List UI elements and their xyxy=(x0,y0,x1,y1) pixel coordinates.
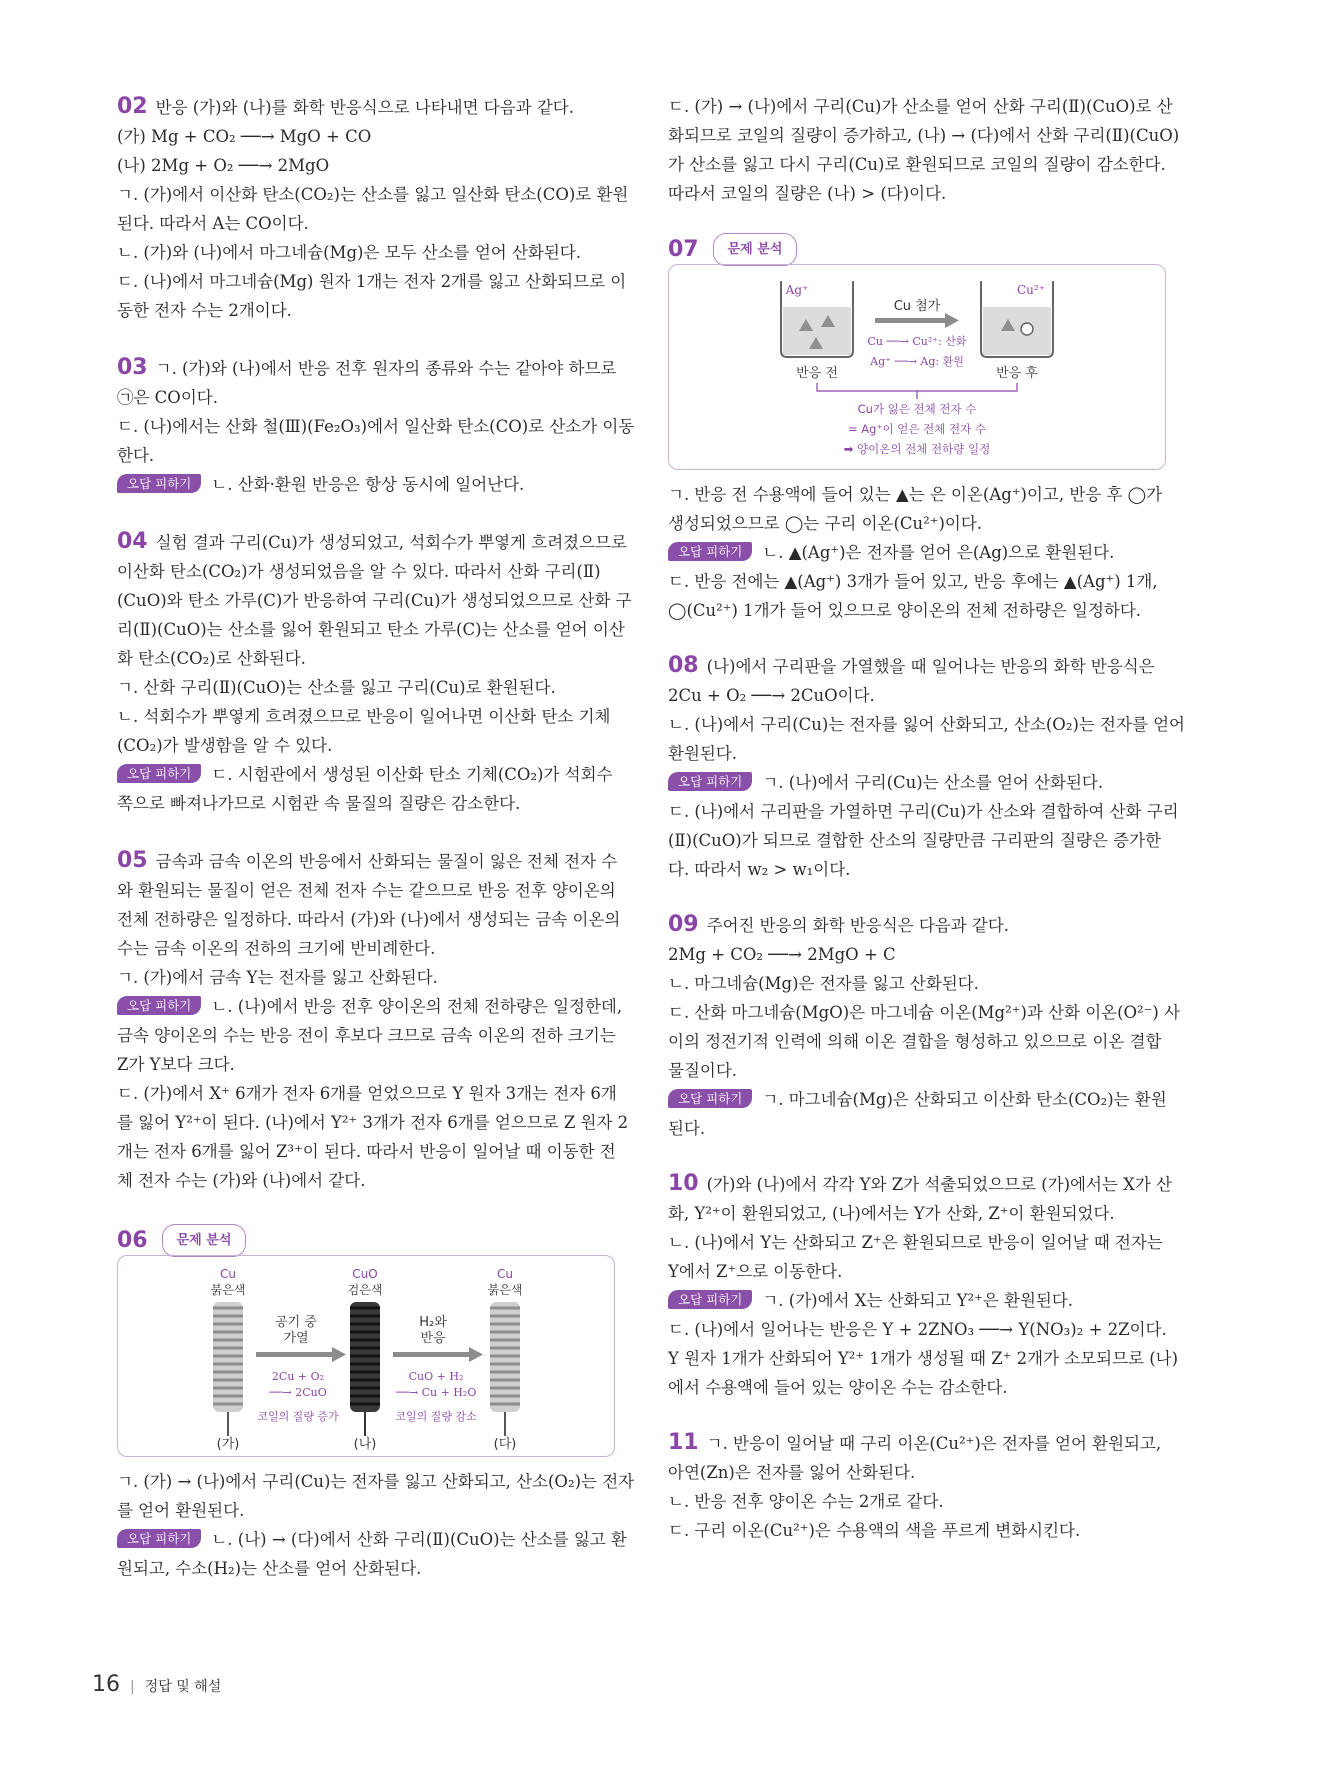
coil3-label: (다) xyxy=(493,1437,517,1452)
text-line: ㄴ. (나)에서 구리(Cu)는 전자를 잃어 산화되고, 산소(O₂)는 전자를 얻어 xyxy=(668,715,1186,734)
tip-text: ㄱ. 마그네슘(Mg)은 산화되고 이산화 탄소(CO₂)는 환원 xyxy=(762,1090,1167,1109)
arrow1-condition-1: 공기 중 xyxy=(275,1315,317,1330)
charge-note-2: = Ag⁺이 얻은 전체 전자 수 xyxy=(847,422,987,436)
question-number: 02 xyxy=(117,94,148,119)
text-line: ㄱ. (가)에서 금속 Y는 전자를 잃고 산화된다. xyxy=(117,968,438,987)
wrong-answer-tip-badge: 오답 피하기 xyxy=(668,1290,752,1309)
question-number: 03 xyxy=(117,355,148,380)
text-line: 개는 전자 6개를 잃어 Z³⁺이 된다. 따라서 반응이 일어날 때 이동한 전 xyxy=(117,1142,616,1161)
page-number: 16 xyxy=(92,1672,120,1697)
text-line: ㄱ. (가)에서 이산화 탄소(CO₂)는 산소를 잃고 일산화 탄소(CO)로 환원 xyxy=(117,185,629,204)
question-number: 09 xyxy=(668,912,699,937)
problem-analysis-tag: 문제 분석 xyxy=(162,1224,247,1257)
text-line: 와 환원되는 물질이 얻은 전체 전자 수는 같으므로 반응 전후 양이온의 xyxy=(117,881,616,900)
equation-line: 2Cu + O₂ ──→ 2CuO이다. xyxy=(668,686,875,705)
coil-diagram-box xyxy=(117,1255,615,1457)
equation-line: 2Mg + CO₂ ──→ 2MgO + C xyxy=(668,945,896,964)
arrow-right-icon xyxy=(256,1347,346,1362)
question-number: 10 xyxy=(668,1171,699,1196)
text-line: (Ⅱ)(CuO)가 되므로 결합한 산소의 질량만큼 구리판의 질량은 증가한 xyxy=(668,831,1161,850)
copper-oxide-coil xyxy=(350,1302,380,1436)
question-number: 07 xyxy=(668,236,699,262)
text-line: ㄷ. (나)에서는 산화 철(Ⅲ)(Fe₂O₃)에서 일산화 탄소(CO)로 산소가 이동 xyxy=(117,417,635,436)
text-line: 리(Ⅱ)(CuO)는 산소를 잃어 환원되고 탄소 가루(C)는 산소를 얻어 이산 xyxy=(117,620,625,639)
text-line: ◯(Cu²⁺) 1개가 들어 있으므로 양이온의 전체 전하량은 일정하다. xyxy=(668,601,1142,620)
tip-text: 금속 양이온의 수는 반응 전이 후보다 크므로 금속 이온의 전하 크기는 xyxy=(117,1026,616,1045)
answer-11 xyxy=(668,1428,1166,1545)
arrow1-note: 코일의 질량 증가 xyxy=(257,1410,339,1423)
left-column xyxy=(117,92,635,1605)
answer-04 xyxy=(117,527,632,818)
text-line: ㄴ. 석회수가 뿌옇게 흐려졌으므로 반응이 일어나면 이산화 탄소 기체 xyxy=(117,707,611,726)
text-line: ㄷ. 반응 전에는 ▲(Ag⁺) 3개가 들어 있고, 반응 후에는 ▲(Ag⁺) 1개, xyxy=(668,572,1158,591)
after-caption: 반응 후 xyxy=(996,366,1038,381)
text-line: (CuO)와 탄소 가루(C)가 반응하여 구리(Cu)가 생성되었으므로 산화 구 xyxy=(117,591,632,610)
coil3-formula: Cu xyxy=(497,1267,513,1281)
arrow2-equation-1: CuO + H₂ xyxy=(408,1370,464,1383)
text-line: 다. 따라서 w₂ > w₁이다. xyxy=(668,860,851,879)
text-line: Y에서 Z⁺으로 이동한다. xyxy=(668,1262,843,1281)
footer-separator: | xyxy=(130,1679,135,1695)
text-line: 가 산소를 잃고 다시 구리(Cu)로 환원되므로 코일의 질량이 감소한다. xyxy=(668,155,1166,174)
text-line: ㄱ. 반응 전 수용액에 들어 있는 ▲는 은 이온(Ag⁺)이고, 반응 후 ◯가 xyxy=(668,485,1163,504)
copper-ion-icon xyxy=(1021,323,1033,335)
text-line: 된다. 따라서 A는 CO이다. xyxy=(117,214,309,233)
arrow2-note: 코일의 질량 감소 xyxy=(395,1410,477,1423)
text-line: 화되므로 코일의 질량이 증가하고, (나) → (다)에서 산화 구리(Ⅱ)(CuO) xyxy=(668,126,1180,145)
text-line: ㄷ. (나)에서 일어나는 반응은 Y + 2ZNO₃ ──→ Y(NO₃)₂ + 2Z이다. xyxy=(668,1320,1167,1339)
charge-note-1: Cu가 잃은 전체 전자 수 xyxy=(857,402,977,416)
text-line: ㄷ. (가)에서 X⁺ 6개가 전자 6개를 얻었으므로 Y 원자 3개는 전자 6개 xyxy=(117,1084,617,1103)
tip-text: ㄱ. (나)에서 구리(Cu)는 산소를 얻어 산화된다. xyxy=(762,773,1104,792)
coil2-label: (나) xyxy=(353,1437,377,1452)
answer-06-continued xyxy=(668,92,1180,208)
text-line: 금속과 금속 이온의 반응에서 산화되는 물질이 잃은 전체 전자 수 xyxy=(155,852,618,871)
text-line: 한다. xyxy=(117,446,155,465)
answer-03 xyxy=(117,353,635,499)
arrow2-equation-2: ──→ Cu + H₂O xyxy=(395,1386,477,1399)
text-line: ㄷ. 산화 마그네슘(MgO)은 마그네슘 이온(Mg²⁺)과 산화 이온(O²⁻) 사 xyxy=(668,1003,1180,1022)
text-line: Y 원자 1개가 산화되어 Y²⁺ 1개가 생성될 때 Z⁺ 2개가 소모되므로 (나) xyxy=(668,1349,1179,1368)
tip-text: 된다. xyxy=(668,1119,706,1138)
text-line: ㄷ. 구리 이온(Cu²⁺)은 수용액의 색을 푸르게 변화시킨다. xyxy=(668,1521,1081,1540)
arrow1-equation-2: ──→ 2CuO xyxy=(269,1386,327,1399)
oxidation-equation: Cu ──→ Cu²⁺: 산화 xyxy=(867,335,967,348)
wrong-answer-tip-badge: 오답 피하기 xyxy=(117,764,201,783)
right-column xyxy=(668,92,1186,1567)
answer-10 xyxy=(668,1169,1179,1402)
wrong-answer-tip-badge: 오답 피하기 xyxy=(668,1089,752,1108)
answer-08 xyxy=(668,651,1186,884)
page-footer xyxy=(92,1672,221,1697)
equation-line: (나) 2Mg + O₂ ──→ 2MgO xyxy=(117,156,330,175)
answer-07 xyxy=(668,234,1166,625)
text-line: 를 잃어 Y²⁺이 된다. (나)에서 Y²⁺ 3개가 전자 6개를 얻으므로 Z 원자 2 xyxy=(117,1113,629,1132)
tip-text: ㄴ. (나) → (다)에서 산화 구리(Ⅱ)(CuO)는 산소를 잃고 환 xyxy=(211,1530,627,1549)
text-line: ㄱ. 반응이 일어날 때 구리 이온(Cu²⁺)은 전자를 얻어 환원되고, xyxy=(706,1434,1162,1453)
tip-text: Z가 Y보다 크다. xyxy=(117,1055,235,1074)
left-ion-label: Ag⁺ xyxy=(785,283,809,297)
text-line: ㄷ. (나)에서 마그네슘(Mg) 원자 1개는 전자 2개를 잃고 산화되므로 이 xyxy=(117,272,627,291)
tip-text: ㄴ. (나)에서 반응 전후 양이온의 전체 전하량은 일정한데, xyxy=(211,997,623,1016)
answer-05 xyxy=(117,846,629,1195)
arrow-right-icon xyxy=(875,313,959,328)
charge-note-3: ➡ 양이온의 전체 전하량 일정 xyxy=(843,442,991,456)
text-line: ㄱ. (가)와 (나)에서 반응 전후 원자의 종류와 수는 같아야 하므로 xyxy=(155,359,617,378)
arrow2-condition-2: 반응 xyxy=(420,1331,446,1346)
text-line: 에서 수용액에 들어 있는 양이온 수는 감소한다. xyxy=(668,1378,1008,1397)
text-line: ㄷ. (나)에서 구리판을 가열하면 구리(Cu)가 산소와 결합하여 산화 구리 xyxy=(668,802,1179,821)
text-line: (가)와 (나)에서 각각 Y와 Z가 석출되었으므로 (가)에서는 X가 산 xyxy=(706,1175,1172,1194)
text-line: ㄴ. 마그네슘(Mg)은 전자를 잃고 산화된다. xyxy=(668,974,979,993)
tip-text: ㄷ. 시험관에서 생성된 이산화 탄소 기체(CO₂)가 석회수 xyxy=(211,765,613,784)
problem-analysis-tag: 문제 분석 xyxy=(713,233,798,266)
arrow-label: Cu 첨가 xyxy=(893,299,941,314)
coil2-color: 검은색 xyxy=(347,1283,383,1297)
equation-line: (가) Mg + CO₂ ──→ MgO + CO xyxy=(117,127,372,146)
text-line: 를 얻어 환원된다. xyxy=(117,1501,245,1520)
question-number: 06 xyxy=(117,1227,148,1253)
wrong-answer-tip-badge: 오답 피하기 xyxy=(117,1529,201,1548)
text-line: 동한 전자 수는 2개이다. xyxy=(117,301,292,320)
coil1-label: (가) xyxy=(216,1437,240,1452)
footer-label: 정답 및 해설 xyxy=(144,1679,222,1695)
question-number: 04 xyxy=(117,529,148,554)
text-line: 반응 (가)와 (나)를 화학 반응식으로 나타내면 다음과 같다. xyxy=(155,98,574,117)
text-line: ㄱ. 산화 구리(Ⅱ)(CuO)는 산소를 잃고 구리(Cu)로 환원된다. xyxy=(117,678,556,697)
tip-text: ㄴ. ▲(Ag⁺)은 전자를 얻어 은(Ag)으로 환원된다. xyxy=(762,543,1115,562)
answer-06 xyxy=(117,1225,635,1583)
coil1-color: 붉은색 xyxy=(210,1283,246,1297)
text-line: ㄴ. 반응 전후 양이온 수는 2개로 같다. xyxy=(668,1492,944,1511)
reduction-equation: Ag⁺ ──→ Ag: 환원 xyxy=(870,355,964,368)
text-line: 환원된다. xyxy=(668,744,738,763)
tip-text: 쪽으로 빠져나가므로 시험관 속 물질의 질량은 감소한다. xyxy=(117,794,521,813)
tip-text: 원되고, 수소(H₂)는 산소를 얻어 산화된다. xyxy=(117,1559,422,1578)
text-line: 이산화 탄소(CO₂)가 생성되었음을 알 수 있다. 따라서 산화 구리(Ⅱ) xyxy=(117,562,601,581)
question-number: 11 xyxy=(668,1430,699,1455)
arrow1-condition-2: 가열 xyxy=(283,1331,309,1346)
text-line: ㄱ. (가) → (나)에서 구리(Cu)는 전자를 잃고 산화되고, 산소(O₂)는 전자 xyxy=(117,1472,635,1491)
copper-coil-3 xyxy=(490,1302,520,1436)
text-line: 아연(Zn)은 전자를 잃어 산화된다. xyxy=(668,1463,916,1482)
coil2-formula: CuO xyxy=(352,1267,378,1281)
text-line: 화 탄소(CO₂)로 산화된다. xyxy=(117,649,306,668)
before-caption: 반응 전 xyxy=(796,366,838,381)
text-line: 수는 금속 이온의 전하의 크기에 반비례한다. xyxy=(117,939,436,958)
text-line: ㄴ. (나)에서 Y는 산화되고 Z⁺은 환원되므로 반응이 일어날 때 전자는 xyxy=(668,1233,1163,1252)
wrong-answer-tip-badge: 오답 피하기 xyxy=(668,772,752,791)
wrong-answer-tip-badge: 오답 피하기 xyxy=(117,474,201,493)
coil3-color: 붉은색 xyxy=(487,1283,523,1297)
coil-diagram xyxy=(118,1256,614,1456)
text-line: ㄴ. (가)와 (나)에서 마그네슘(Mg)은 모두 산소를 얻어 산화된다. xyxy=(117,243,581,262)
text-line: 체 전자 수는 (가)와 (나)에서 같다. xyxy=(117,1171,366,1190)
text-line: 전체 전하량은 일정하다. 따라서 (가)와 (나)에서 생성되는 금속 이온의 xyxy=(117,910,621,929)
question-number: 08 xyxy=(668,653,699,678)
text-line: 실험 결과 구리(Cu)가 생성되었고, 석회수가 뿌옇게 흐려졌으므로 xyxy=(155,533,627,552)
answer-02 xyxy=(117,92,629,325)
beaker-diagram xyxy=(669,265,1165,469)
text-line: (CO₂)가 발생함을 알 수 있다. xyxy=(117,736,333,755)
text-line: 이의 정전기적 인력에 의해 이온 결합을 형성하고 있으므로 이온 결합 xyxy=(668,1032,1162,1051)
copper-coil-1 xyxy=(213,1302,243,1436)
beaker-diagram-box xyxy=(668,264,1166,470)
text-line: ㉠은 CO이다. xyxy=(117,388,218,407)
right-ion-label: Cu²⁺ xyxy=(1016,283,1046,297)
arrow2-condition-1: H₂와 xyxy=(419,1315,447,1330)
text-line: 화, Y²⁺이 환원되었고, (나)에서는 Y가 산화, Z⁺이 환원되었다. xyxy=(668,1204,1115,1223)
answer-09 xyxy=(668,910,1180,1143)
question-number: 05 xyxy=(117,848,148,873)
arrow1-equation-1: 2Cu + O₂ xyxy=(271,1370,325,1383)
text-line: 물질이다. xyxy=(668,1061,738,1080)
text-line: 주어진 반응의 화학 반응식은 다음과 같다. xyxy=(706,916,1010,935)
wrong-answer-tip-badge: 오답 피하기 xyxy=(668,542,752,561)
coil1-formula: Cu xyxy=(220,1267,236,1281)
text-line: 생성되었으므로 ◯는 구리 이온(Cu²⁺)이다. xyxy=(668,514,983,533)
text-line: (나)에서 구리판을 가열했을 때 일어나는 반응의 화학 반응식은 xyxy=(706,657,1155,676)
wrong-answer-tip-badge: 오답 피하기 xyxy=(117,996,201,1015)
text-line: ㄷ. (가) → (나)에서 구리(Cu)가 산소를 얻어 산화 구리(Ⅱ)(CuO)로 산 xyxy=(668,97,1173,116)
arrow-right-icon xyxy=(393,1347,483,1362)
text-line: 따라서 코일의 질량은 (나) > (다)이다. xyxy=(668,184,947,203)
tip-text: ㄱ. (가)에서 X는 산화되고 Y²⁺은 환원된다. xyxy=(762,1291,1074,1310)
tip-text: ㄴ. 산화·환원 반응은 항상 동시에 일어난다. xyxy=(211,475,525,494)
